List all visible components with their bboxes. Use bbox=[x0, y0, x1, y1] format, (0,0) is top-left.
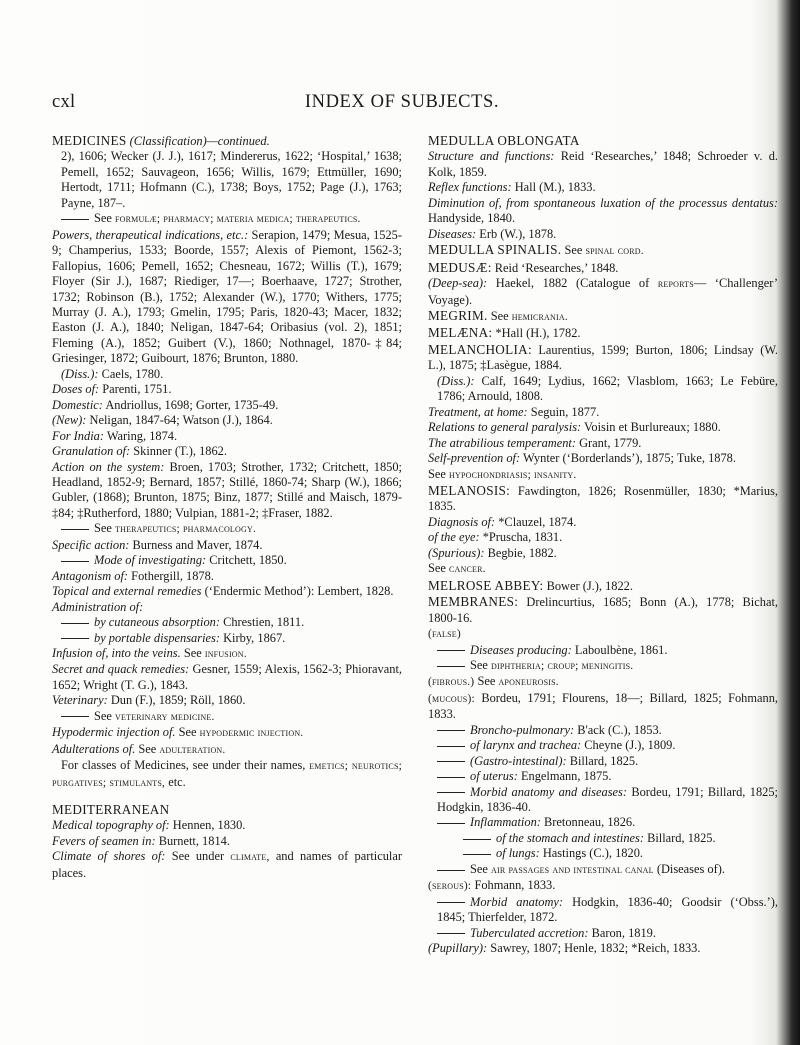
cross-reference: hypodermic injection. bbox=[199, 727, 304, 740]
subentry-text: Serapion, 1479; Mesua, 1525-9; Champerius, 1533; Boorde, 1557; Alexis of Piemont, 1562-3; Fallopius, 1606; Pemell, 1652; Chesneau, 1672; Willis (T.), 1679; Floyer (Sir J.), 1687; Riediger, 17—; Boerhaave, 1727; Strother, 1732; Robinson (B.), 1752; Alexander (W.), 1770; Withers, 1775; Murray (J. A.), 1793; Gmelin, 1795; Paris, 1820-43; Macer, 1832; Easton (J. A.), 1840; Neligan, 1847-64; Oribasius (vol. 2), 1851; Fleming (A.), 1852; Guibert (V.), 1860; Nothnagel, 1870-‡84; Griesinger, 1872; Guibourt, 1876; Brunton, 1880. bbox=[52, 227, 402, 366]
entry-medusae: MEDUSÆ: Reid ‘Researches,’ 1848. (Deep-sea): Haekel, 1882 (Catalogue of reports— ‘Challenger’ Voyage). bbox=[428, 259, 778, 307]
subentry-label: Action on the system: bbox=[52, 459, 165, 474]
subentry-label: Antagonism of: bbox=[52, 568, 129, 583]
subentry-label: by portable dispensaries: bbox=[94, 630, 220, 645]
cross-reference: air passages and intestinal canal bbox=[491, 863, 654, 876]
subentry-label: Morbid anatomy and diseases: bbox=[470, 784, 627, 799]
entry-heading: MELÆNA: bbox=[428, 325, 493, 341]
subentry-label: Veterinary: bbox=[52, 693, 108, 708]
subentry-label: Morbid anatomy: bbox=[470, 894, 564, 909]
entry-medulla-spinalis: MEDULLA SPINALIS. See spinal cord. bbox=[428, 242, 644, 258]
entry-qualifier: (Classification)—continued. bbox=[129, 134, 270, 148]
cross-reference: infusion. bbox=[204, 647, 247, 660]
subentry-label: (New): bbox=[52, 413, 87, 428]
subentry-label: (Gastro-intestinal): bbox=[470, 753, 567, 768]
subentry-label: (Spurious): bbox=[428, 545, 485, 560]
entry-heading: MEDICINES bbox=[52, 133, 127, 148]
subentry-label: Diminution of, from spontaneous luxation of the processus dentatus: bbox=[428, 195, 778, 210]
subentry-label: For India: bbox=[52, 428, 104, 443]
subentry-label: (Diss.): bbox=[61, 366, 99, 381]
cross-reference: climate, bbox=[230, 851, 270, 864]
left-column bbox=[52, 133, 402, 881]
subentry-label: Infusion of, into the veins. bbox=[52, 645, 181, 660]
subentry-label: Fevers of seamen in: bbox=[52, 833, 156, 848]
subentry-label: Mode of investigating: bbox=[94, 553, 207, 568]
subentry-label: Structure and functions: bbox=[428, 149, 555, 164]
subentry-label: Relations to general paralysis: bbox=[428, 420, 582, 435]
entry-melrose-abbey: MELROSE ABBEY: Bower (J.), 1822. bbox=[428, 577, 633, 593]
subentry-label: Secret and quack remedies: bbox=[52, 662, 190, 677]
entry-heading: MEDULLA OBLONGATA bbox=[428, 133, 580, 148]
entry-heading: MELANOSIS: bbox=[428, 482, 511, 498]
entry-megrim: MEGRIM. See hemicrania. bbox=[428, 307, 568, 323]
entry-heading: MEGRIM. bbox=[428, 307, 488, 323]
page-title: INDEX OF SUBJECTS. bbox=[304, 92, 500, 112]
subentry-label: Hypodermic injection of. bbox=[52, 725, 176, 740]
subentry-label: Inflammation: bbox=[470, 815, 541, 830]
subentry-label: (Pupillary): bbox=[428, 941, 488, 956]
entry-heading: MEDULLA SPINALIS. bbox=[428, 242, 562, 258]
subentry-label: of larynx and trachea: bbox=[470, 738, 582, 753]
entry-heading: MEDITERRANEAN bbox=[52, 802, 170, 818]
subentry-label: (mucous): bbox=[428, 692, 475, 705]
subentry-label: (Deep-sea): bbox=[428, 276, 488, 291]
cross-reference: hypochondriasis; insanity. bbox=[449, 468, 577, 481]
right-column bbox=[428, 133, 778, 957]
subentry-label: of the stomach and intestines: bbox=[496, 830, 644, 845]
subentry-label: Medical topography of: bbox=[52, 818, 170, 833]
subentry-label: (fibrous.) bbox=[428, 676, 475, 689]
subentry-label: Tuberculated accretion: bbox=[470, 925, 589, 940]
cross-reference: aponeurosis. bbox=[498, 676, 559, 689]
cross-reference: hemicrania. bbox=[511, 310, 568, 323]
entry-medulla-oblongata: MEDULLA OBLONGATA Structure and functions: Reid ‘Researches,’ 1848; Schroeder v. d. Kolk, 1859. Reflex functions: Hall (M.), 1833. Diminution of, from spontaneous luxation of the processus dentatus: Handyside, 1840. Diseases: Erb (W.), 1878. bbox=[428, 133, 779, 241]
cross-reference: diphtheria; croup; meningitis. bbox=[491, 659, 634, 672]
entry-heading: MEMBRANES: bbox=[428, 594, 519, 610]
entry-mediterranean: MEDITERRANEAN Medical topography of: Hennen, 1830. Fevers of seamen in: Burnett, 1814. Climate of shores of: See under climate, and names of particular places. bbox=[52, 802, 402, 880]
subentry-label: by cutaneous absorption: bbox=[94, 615, 220, 630]
page-header bbox=[52, 92, 752, 116]
entry-heading: MELANCHOLIA: bbox=[428, 341, 532, 357]
entry-heading: MELROSE ABBEY: bbox=[428, 577, 544, 593]
subentry-label: Doses of: bbox=[52, 382, 100, 397]
cross-reference: emetics; neurotics; purgatives; stimulants, bbox=[52, 760, 403, 789]
cross-reference: adulteration. bbox=[159, 743, 226, 756]
page-number: cxl bbox=[52, 92, 76, 112]
subentry-label: (serous): bbox=[428, 880, 472, 893]
subentry-label: Topical and external remedies bbox=[52, 584, 202, 599]
subentry-label: Adulterations of. bbox=[52, 741, 136, 756]
subentry-label: (false) bbox=[428, 628, 461, 641]
entry-text: 2), 1606; Wecker (J. J.), 1617; Mindererus, 1622; ‘Hospital,’ 1638; Pemell, 1652; Sauvageon, 1656; Willis, 1679; Ettmüller, 1690; Hertodt, 1711; Hofmann (C.), 1738; Boys, 1752; Page (J.), 1763; Payne, 187–. bbox=[61, 149, 402, 210]
subentry-label: Broncho-pulmonary: bbox=[470, 722, 575, 737]
subentry-label: (Diss.): bbox=[437, 373, 475, 388]
entry-membranes: MEMBRANES: Drelincurtius, 1685; Bonn (A.), 1778; Bichat, 1800-16. (false) Diseases producing: Laboulbène, 1861. See diphtheria; croup; meningitis. (fibrous.) See aponeurosis. (mucous): Bordeu, 1791; Flourens, 18—; Billard, 1825; Fohmann, 1833. Broncho-pulmonary: B'ack (C.), 1853. of larynx and trachea: Cheyne (J.), 1809. (Gastro-intestinal): Billard, 1825. of uterus: Engelmann, 1875. Morbid anatomy and diseases: Bordeu, 1791; Billard, 1825; Hodgkin, 1836-40. Inflammation: Bretonneau, 1826. of the stomach and intestines: Billard, 1825. of lungs: Hastings (C.), 1820. See air passages and intestinal canal (Diseases of). (serous): Fohmann, 1833. Morbid anatomy: Hodgkin, 1836-40; Goodsir (‘Obss.’), 1845; Thierfelder, 1872. Tuberculated accretion: Baron, 1819. (Pupillary): Sawrey, 1807; Henle, 1832; *Reich, 1833. bbox=[428, 594, 778, 956]
cross-reference: veterinary medicine. bbox=[115, 710, 215, 723]
subentry-label: Diagnosis of: bbox=[428, 514, 496, 529]
entry-heading: MEDUSÆ: bbox=[428, 259, 492, 275]
entry-melanosis: MELANOSIS: Fawdington, 1826; Rosenmüller, 1830; *Marius, 1835. Diagnosis of: *Clauzel, 1874. of the eye: *Pruscha, 1831. (Spurious): Begbie, 1882. See cancer. bbox=[428, 482, 778, 576]
subentry-label: Diseases producing: bbox=[470, 642, 572, 657]
subentry-label: Domestic: bbox=[52, 397, 103, 412]
subentry-label: Specific action: bbox=[52, 537, 130, 552]
cross-reference: formulæ; pharmacy; materia medica; therapeutics. bbox=[115, 213, 361, 226]
subentry-label: of uterus: bbox=[470, 769, 518, 784]
entry-medicines: MEDICINES (Classification)—continued. 2), 1606; Wecker (J. J.), 1617; Mindererus, 1622; ‘Hospital,’ 1638; Pemell, 1652; Sauvageon, 1656; Willis, 1679; Ettmüller, 1690; Hertodt, 1711; Hofmann (C.), 1738; Boys, 1752; Page (J.), 1763; Payne, 187–. See formulæ; pharmacy; materia medica; therapeutics. Powers, therapeutical indications, etc.: Serapion, 1479; Mesua, 1525-9; Champerius, 1533; Boorde, 1557; Alexis of Piemont, 1562-3; Fallopius, 1606; Pemell, 1652; Chesneau, 1672; Willis (T.), 1679; Floyer (Sir J.), 1687; Riediger, 17—; Boerhaave, 1727; Strother, 1732; Robinson (B.), 1752; Alexander (W.), 1770; Withers, 1775; Murray (J. A.), 1793; Gmelin, 1795; Paris, 1820-43; Macer, 1832; Easton (J. A.), 1840; Neligan, 1847-64; Oribasius (vol. 2), 1851; Fleming (A.), 1852; Guibert (V.), 1860; Nothnagel, 1870-‡84; Griesinger, 1872; Guibourt, 1876; Brunton, 1880. (Diss.): Caels, 1780. Doses of: Parenti, 1751. Domestic: Andriollus, 1698; Gorter, 1735-49. (New): Neligan, 1847-64; Watson (J.), 1864. For India: Waring, 1874. Granulation of: Skinner (T.), 1862. Action on the system: Broen, 1703; Strother, 1732; Critchett, 1850; Headland, 1852-9; Bernard, 1857; Stillé, 1860-74; Sharp (W.), 1866; Gubler, (1868); Brunton, 1875; Binz, 1877; Stillé and Maisch, 1879-‡84; ‡Rutherford, 1880; Vulpian, 1881-2; ‡Fraser, 1882. See therapeutics; pharmacology. Specific action: Burness and Maver, 1874. Mode of investigating: Critchett, 1850. Antagonism of: Fothergill, 1878. Topical and external remedies (‘Endermic Method’): Lembert, 1828. Administration of: by cutaneous absorption: Chrestien, 1811. by portable dispensaries: Kirby, 1867. Infusion of, into the veins. See infusion. Secret and quack remedies: Gesner, 1559; Alexis, 1562-3; Phioravant, 1652; Wright (T. G.), 1843. Veterinary: Dun (F.), 1859; Röll, 1860. See veterinary medicine. Hypodermic injection of. See hypodermic injection. Adulterations of. See adulteration. For classes of Medicines, see under their names, emetics; neurotics; purgatives; stimulants, etc. bbox=[52, 133, 403, 789]
subentry-label: Self-prevention of: bbox=[428, 451, 521, 466]
cross-reference: cancer. bbox=[449, 563, 486, 576]
entry-melancholia: MELANCHOLIA: Laurentius, 1599; Burton, 1806; Lindsay (W. L.), 1875; ‡Lasègue, 1884. (Diss.): Calf, 1649; Lydius, 1662; Vlasblom, 1663; Le Febüre, 1786; Arnould, 1808. Treatment, at home: Seguin, 1877. Relations to general paralysis: Voisin et Burlureaux; 1880. The atrabilious temperament: Grant, 1779. Self-prevention of: Wynter (‘Borderlands’), 1875; Tuke, 1878. See hypochondriasis; insanity. bbox=[428, 341, 778, 481]
subentry-label: Diseases: bbox=[428, 226, 477, 241]
subentry-label: of the eye: bbox=[428, 530, 480, 545]
subentry-label: Treatment, at home: bbox=[428, 404, 528, 419]
entry-melaena: MELÆNA: *Hall (H.), 1782. bbox=[428, 325, 581, 341]
subentry-label: Granulation of: bbox=[52, 444, 131, 459]
subentry-label: Powers, therapeutical indications, etc.: bbox=[52, 227, 249, 242]
cross-reference: spinal cord. bbox=[585, 245, 644, 258]
cross-reference: reports bbox=[657, 278, 694, 291]
cross-reference: therapeutics; pharmacology. bbox=[115, 523, 257, 536]
subentry-label: The atrabilious temperament: bbox=[428, 435, 576, 450]
subentry-label: Administration of: bbox=[52, 599, 144, 614]
subentry-label: Reflex functions: bbox=[428, 180, 512, 195]
subentry-label: of lungs: bbox=[496, 846, 540, 861]
subentry-label: Climate of shores of: bbox=[52, 849, 166, 864]
